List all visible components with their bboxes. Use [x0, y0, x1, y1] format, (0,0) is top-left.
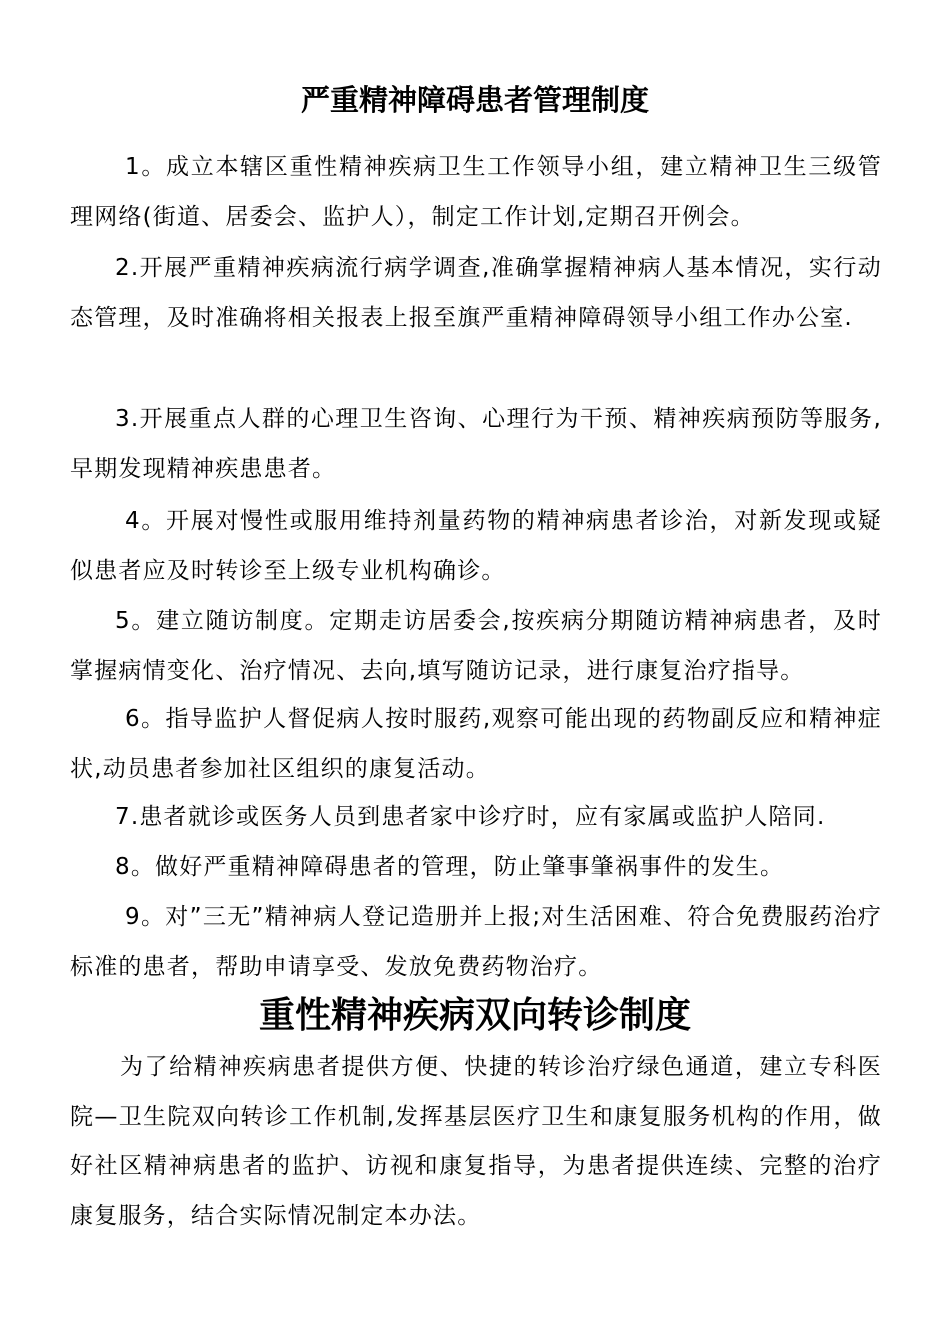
section2-title: 重性精神疾病双向转诊制度: [258, 994, 691, 1036]
rule-item-5: 5。建立随访制度。定期走访居委会,按疾病分期随访精神病患者，及时掌握病情变化、治疗情况、去向,填写随访记录，进行康复治疗指导。: [70, 608, 882, 684]
rule-item-8: 8。做好严重精神障碍患者的管理，防止肇事肇祸事件的发生。: [115, 854, 785, 880]
rule-item-4: 4。开展对慢性或服用维持剂量药物的精神病患者诊治，对新发现或疑似患者应及时转诊至上级专业机构确诊。: [70, 508, 882, 584]
section1-title: 严重精神障碍患者管理制度: [300, 83, 649, 117]
rule-item-7: 7.患者就诊或医务人员到患者家中诊疗时，应有家属或监护人陪同.: [115, 804, 826, 830]
rule-item-1: 1。成立本辖区重性精神疾病卫生工作领导小组，建立精神卫生三级管理网络(街道、居委会、监护人），制定工作计划,定期召开例会。: [70, 154, 882, 230]
rule-item-9: 9。对”三无”精神病人登记造册并上报;对生活困难、符合免费服药治疗标准的患者，帮助申请享受、发放免费药物治疗。: [70, 904, 882, 980]
rule-item-2: 2.开展严重精神疾病流行病学调查,准确掌握精神病人基本情况，实行动态管理，及时准确将相关报表上报至旗严重精神障碍领导小组工作办公室.: [70, 255, 882, 331]
section2-intro: 为了给精神疾病患者提供方便、快捷的转诊治疗绿色通道，建立专科医院—卫生院双向转诊工作机制,发挥基层医疗卫生和康复服务机构的作用，做好社区精神病患者的监护、访视和康复指导，为患者提供连续、完整的治疗康复服务，结合实际情况制定本办法。: [70, 1054, 882, 1229]
rule-item-3: 3.开展重点人群的心理卫生咨询、心理行为干预、精神疾病预防等服务,早期发现精神疾患患者。: [70, 406, 882, 482]
rule-item-6: 6。指导监护人督促病人按时服药,观察可能出现的药物副反应和精神症状,动员患者参加社区组织的康复活动。: [70, 706, 882, 782]
